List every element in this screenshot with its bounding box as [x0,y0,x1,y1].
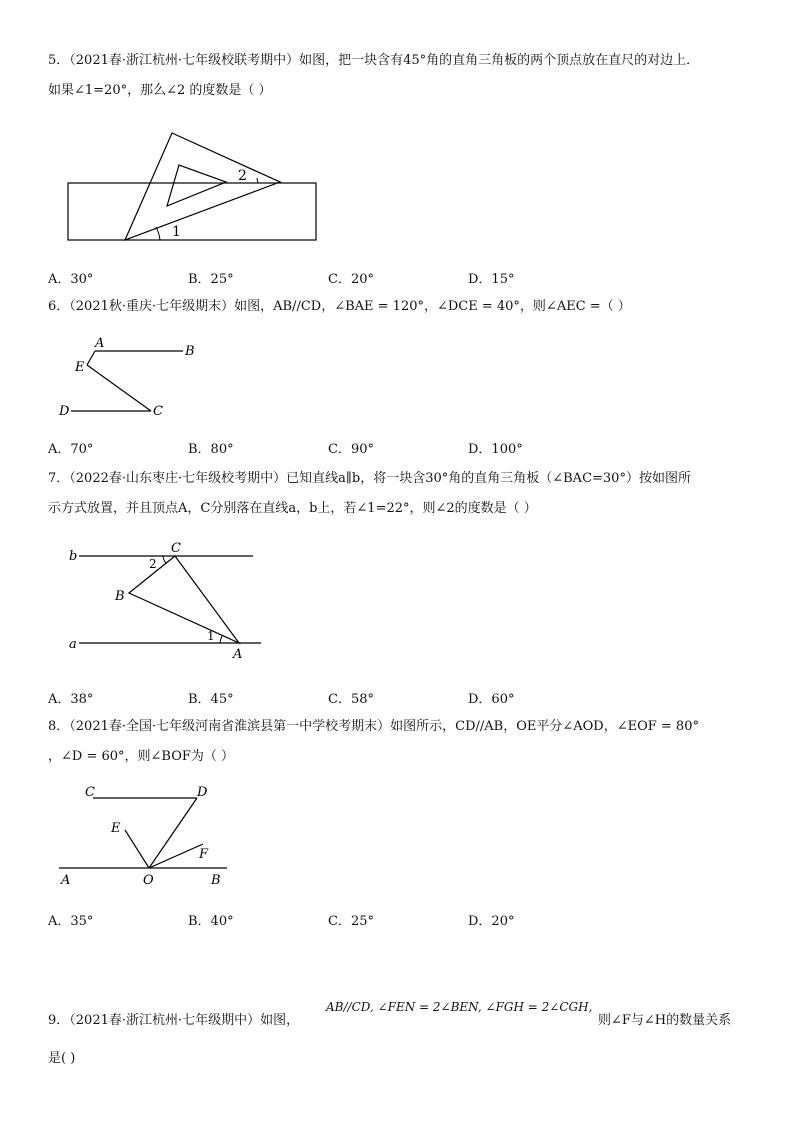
svg-text:a: a [69,637,77,652]
triangle-outer [125,133,280,240]
svg-text:A: A [61,873,71,887]
right-triangle [129,556,239,643]
q6-text-line1: 6．（2021秋·重庆·七年级期末）如图，AB//CD，∠BAE = 120°，∠DCE = 40°，则∠AEC =（ ） [48,299,631,314]
q5-text-line1: 5．（2021春·浙江杭州·七年级校联考期中）如图，把一块含有45°角的直角三角板的两个顶点放在直尺的对边上． [48,53,700,68]
ruler [68,183,316,240]
q5-options [48,268,608,286]
q6-option-d[interactable]: D．100° [468,442,523,457]
angle-1-label: 1 [172,224,181,240]
q7-options [48,688,608,706]
q9-text-prefix: 9．（2021春·浙江杭州·七年级期中）如图， [48,1013,300,1028]
svg-text:E: E [75,360,85,375]
svg-text:A: A [233,647,243,662]
svg-text:D: D [197,785,208,800]
q9-text-line2: 是( ) [48,1051,76,1066]
svg-text:E: E [111,821,121,836]
q7-option-d[interactable]: D．60° [468,692,515,707]
q7-text-line1: 7．（2022春·山东枣庄·七年级校考期中）已知直线a∥b，将一块含30°角的直角三角板（∠BAC=30°）按如图所 [48,471,691,486]
q7-text-line2: 示方式放置，并且顶点A，C分别落在直线a，b上，若∠1=22°，则∠2的度数是（ ） [48,501,537,516]
q6-option-a[interactable]: A．70° [48,442,94,457]
svg-text:B: B [115,589,125,604]
q5-option-a[interactable]: A．30° [48,272,94,287]
svg-text:b: b [69,549,78,564]
svg-text:F: F [199,847,209,862]
q9-condition: AB//CD, ∠FEN = 2∠BEN, ∠FGH = 2∠CGH, [326,1000,593,1014]
svg-text:O: O [143,873,154,887]
q8-option-b[interactable]: B．40° [188,914,234,929]
svg-text:2: 2 [149,557,157,571]
q5-option-c[interactable]: C．20° [328,272,374,287]
svg-text:1: 1 [207,629,215,643]
angle-2-label: 2 [238,168,247,184]
q6-options [48,438,608,456]
q6-figure [55,335,215,425]
svg-text:A: A [95,336,105,351]
svg-text:D: D [59,404,70,419]
q9-text-suffix: 则∠F与∠H的数量关系 [598,1013,732,1028]
svg-text:B: B [211,873,221,887]
q7-figure [65,538,275,663]
q8-text-line2: ，∠D = 60°，则∠BOF为（ ） [48,749,235,764]
q7-option-a[interactable]: A．38° [48,692,94,707]
q5-text-line2: 如果∠1=20°，那么∠2 的度数是（ ） [48,83,272,98]
q8-figure [55,782,240,887]
q5-option-d[interactable]: D．15° [468,272,515,287]
angle-1-arc [156,227,160,240]
q8-option-c[interactable]: C．25° [328,914,374,929]
q8-option-a[interactable]: A．35° [48,914,94,929]
q8-options [48,910,608,928]
q5-option-b[interactable]: B．25° [188,272,234,287]
ray-oe [125,830,149,868]
svg-text:C: C [153,404,163,419]
q8-text-line1: 8．（2021春·全国·七年级河南省淮滨县第一中学校考期末）如图所示，CD//AB，OE平分∠AOD，∠EOF = 80° [48,719,699,734]
triangle-inner [167,165,226,206]
q7-option-c[interactable]: C．58° [328,692,374,707]
q7-option-b[interactable]: B．45° [188,692,234,707]
svg-text:C: C [171,541,181,556]
q5-figure [60,128,330,248]
q8-option-d[interactable]: D．20° [468,914,515,929]
angle-2-arc [257,178,258,183]
q6-option-b[interactable]: B．80° [188,442,234,457]
svg-text:B: B [185,344,195,359]
q6-option-c[interactable]: C．90° [328,442,374,457]
svg-text:C: C [85,785,95,800]
